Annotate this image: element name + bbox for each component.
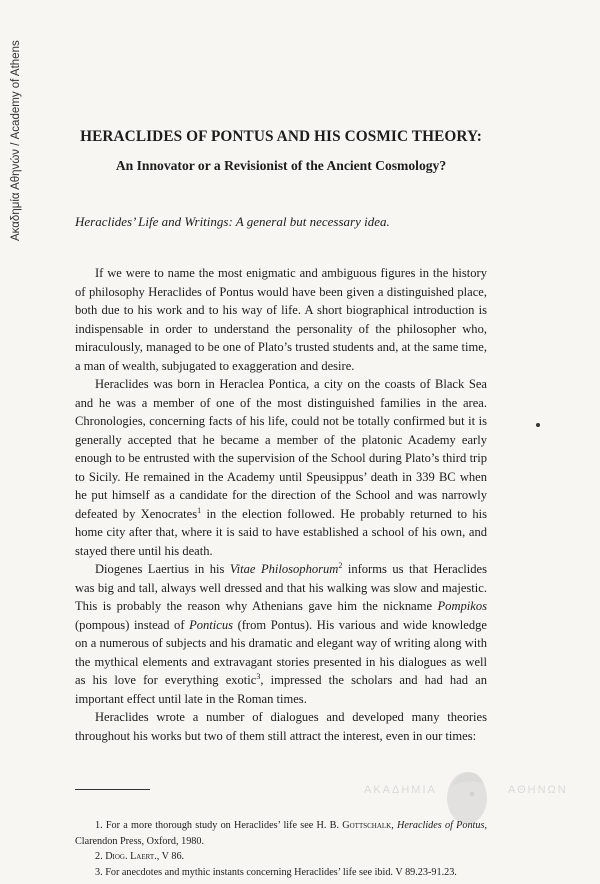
footnote-ref-2[interactable]: 2 [338,561,343,570]
paragraph-2: Heraclides was born in Heraclea Pontica, a city on the coasts of Black Sea and he was a member of one of the most distinguished families in the area. Chronologies, concerning facts of his life, could not be totally confirmed but it is generally accepted that he became a member of the platonic Academy early enough to be entrusted with the supervision of the School during Plato’s third trip to Sicily. He remained in the Academy until Speusippus’ death in 339 BC when he put himself as a candidate for the direction of the School and was narrowly defeated by Xenocrates$^1$ in the election followed. He probably returned to his home city after that, where it is said to have established a school of his own, and stayed there until his death. [75,377,487,558]
archive-side-label: Ακαδημία Αθηνών / Academy of Athens [10,40,22,241]
margin-dot [536,423,540,427]
footnote-3: 3. For anecdotes and mythic instants concerning Heraclides’ life see ibid. V 89.23-91.23. [95,866,457,878]
footnote-ref-3[interactable]: 3 [256,672,261,681]
athena-head-icon [442,764,492,828]
section-heading: Heraclides’ Life and Writings: A general but necessary idea. [75,214,390,229]
footnote-1: 1. For a more thorough study on Heraclides’ life see H. B. Gottschalk, Heraclides of Pontus, Clarendon Press, Oxford, 1980. [75,820,487,847]
footnote-2: 2. Diog. Laert., V 86. [95,851,185,862]
academy-watermark [350,762,570,832]
paragraph-4: Heraclides wrote a number of dialogues and developed many theories throughout his works but two of them still attract the interest, even in our times: [75,710,487,743]
paragraph-3: Diogenes Laertius in his Vitae Philosophorum$^2$ informs us that Heraclides was big and tall, always well dressed and that his walking was slow and majestic. This is probably the reason why Athenians gave him the nickname Pompikos (pompous) instead of Ponticus (from Pontus). His various and wide knowledge on a numerous of subjects and his dramatic and elegant way of writing along with the mythical elements and extravagant stories presented in his dialogues as well as his love for everything exotic$^3$, impressed the scholars and had had an important effect until late in the Roman times. [75,561,487,706]
watermark-left-text: ΑΚΑΔΗΜΙΑ [364,784,437,796]
footnote-divider [75,789,150,790]
footnote-ref-1[interactable]: 1 [197,505,202,515]
watermark-right-text: ΑΘΗΝΩΝ [508,784,568,796]
paragraph-1: If we were to name the most enigmatic and ambiguous figures in the history of philosophy Heraclides of Pontus would have been given a distinguished place, both due to his work and to his way of life. A short biographical introduction is indispensable in order to understand the personality of the philosopher who, miraculously, managed to be one of Plato’s trusted students and, at the same time, a man of wealth, subjugated to exaggeration and desire. [75,266,487,373]
paper-title: HERACLIDES OF PONTUS AND HIS COSMIC THEORY: [80,128,482,145]
body-text [75,264,487,745]
paper-subtitle: An Innovator or a Revisionist of the Ancient Cosmology? [115,158,447,173]
work-title: Vitae Philosophorum [229,562,339,576]
